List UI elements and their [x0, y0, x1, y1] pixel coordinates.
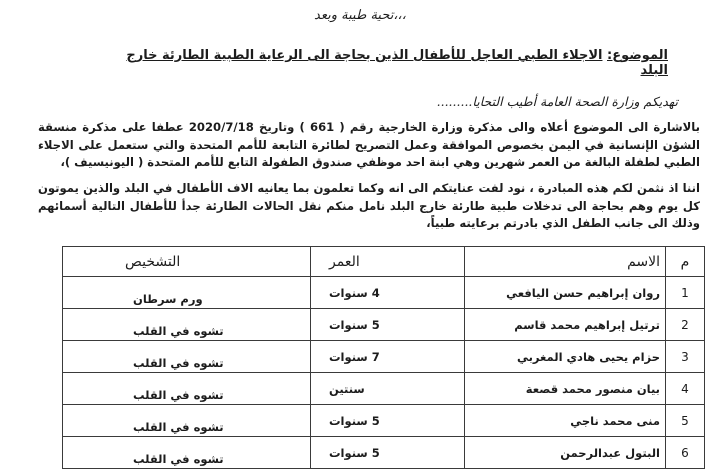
row-name: حزام يحيى هادي المغربي [465, 341, 666, 373]
table-row [63, 373, 705, 405]
row-num: 5 [666, 405, 705, 437]
table-row [63, 277, 705, 309]
row-name: ترتيل إبراهيم محمد قاسم [465, 309, 666, 341]
table-row [63, 437, 705, 469]
row-age: 4 سنوات [311, 277, 465, 309]
row-diagnosis: تشوه في القلب [63, 341, 311, 373]
subject-text: الاجلاء الطبي العاجل للأطفال الذين بحاجة الى الرعاية الطبية الطارئة خارج البلد [126, 48, 668, 78]
paragraph-request: اننا اذ نثمن لكم هذه المبادرة ، نود لفت عنايتكم الى انه وكما تعلمون بما يعانيه الاف الأطفال في البلد والذين يموتون كل يوم وهم بحاجة الى تدخلات طبية طارئة خارج البلد نامل منكم نقل الحالات الطارئة جدأ للأطفال التالية أسمائهم وذلك الى جانب الطفل الذي بادرتم برعايته طبياً، [38, 181, 700, 230]
row-num: 4 [666, 373, 705, 405]
row-num: 6 [666, 437, 705, 469]
row-age: 5 سنوات [311, 437, 465, 469]
row-diagnosis: ورم سرطان [63, 277, 311, 309]
table-header-row [63, 247, 705, 277]
children-table [62, 246, 705, 469]
row-diagnosis: تشوه في القلب [63, 437, 311, 469]
header-diagnosis: التشخيص [63, 247, 311, 277]
paragraph-reference: بالاشارة الى الموضوع أعلاه والى مذكرة وزارة الخارجية رقم ( 661 ) وتاريخ 2020/7/18 عطفا على مذكرة منسقة الشؤن الإنسانية في اليمن بخصوص الموافقة وعمل التصريح لطائرة التابعة للأمم المتحدة والتي ستعمل على الاجلاء الطبي لطفلة البالغة من العمر شهرين وهي ابنة احد موظفي صندوق الطفولة التابع للأمم المتحدة ( اليونيسيف )، [38, 120, 700, 169]
row-age: 5 سنوات [311, 309, 465, 341]
row-num: 1 [666, 277, 705, 309]
row-diagnosis: تشوه في القلب [63, 373, 311, 405]
address-line: تهديكم وزارة الصحة العامة أطيب التحايا......... [436, 94, 678, 109]
row-diagnosis: تشوه في القلب [63, 405, 311, 437]
row-name: منى محمد ناجي [465, 405, 666, 437]
row-age: سنتين [311, 373, 465, 405]
row-diagnosis: تشوه في القلب [63, 309, 311, 341]
row-num: 3 [666, 341, 705, 373]
table-row [63, 405, 705, 437]
row-age: 5 سنوات [311, 405, 465, 437]
header-name: الاسم [465, 247, 666, 277]
subject-line [120, 48, 668, 78]
row-name: بيان منصور محمد قصعة [465, 373, 666, 405]
table-row [63, 309, 705, 341]
row-num: 2 [666, 309, 705, 341]
row-age: 7 سنوات [311, 341, 465, 373]
header-num: م [666, 247, 705, 277]
greeting: تحية طيبة وبعد،،، [314, 8, 406, 23]
row-name: البتول عبدالرحمن [465, 437, 666, 469]
table-row [63, 341, 705, 373]
subject-label: الموضوع: [607, 48, 668, 63]
row-name: روان إبراهيم حسن اليافعي [465, 277, 666, 309]
header-age: العمر [311, 247, 465, 277]
